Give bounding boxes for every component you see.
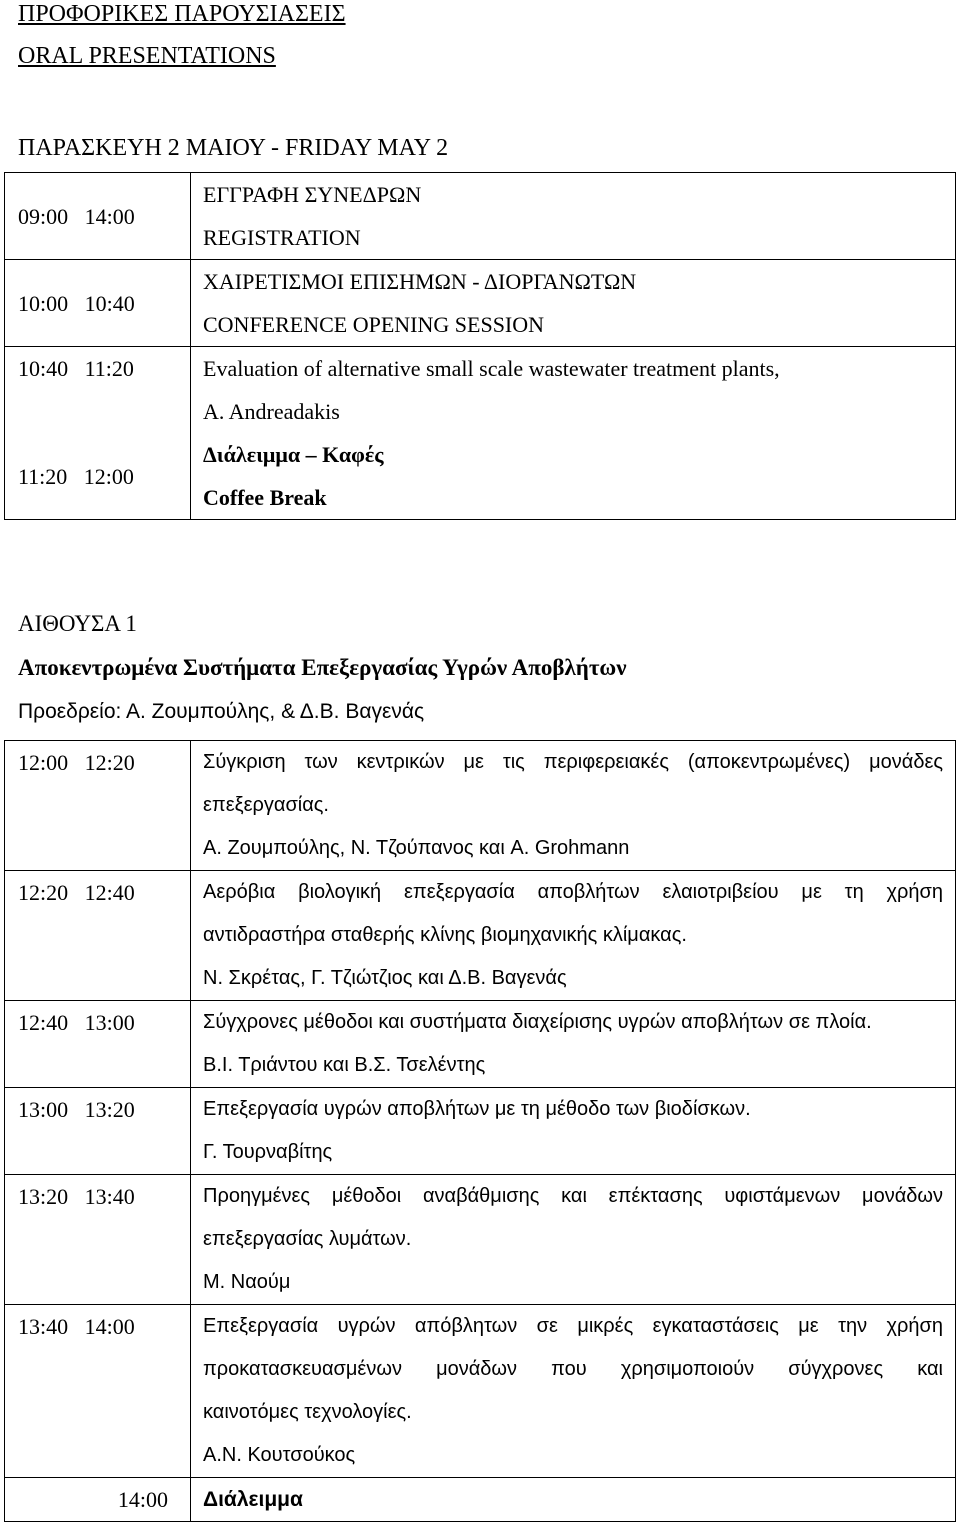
time-cell: [5, 1478, 191, 1522]
talk-title-line: Επεξεργασία υγρών απόβλητων σε μικρές εγκαταστάσεις με την χρήση: [203, 1315, 943, 1337]
time-text: 12:40 13:00: [18, 1010, 135, 1035]
event-line: CONFERENCE OPENING SESSION: [203, 312, 545, 337]
time-cell: [5, 871, 191, 1001]
talk-cell: [191, 871, 956, 1001]
talk-title-line: αντιδραστήρα σταθερής κλίνης βιομηχανικής κλίμακας.: [203, 924, 687, 946]
talk-authors: Β.Ι. Τριάντου και Β.Σ. Τσελέντης: [203, 1054, 486, 1076]
event-line: A. Andreadakis: [203, 399, 340, 424]
talk-cell: [191, 1088, 956, 1175]
morning-schedule-table: [4, 172, 956, 520]
talk-title-line: Επεξεργασία υγρών αποβλήτων με τη μέθοδο των βιοδίσκων.: [203, 1098, 751, 1120]
table-row: [5, 433, 956, 520]
table-row: [5, 347, 956, 434]
event-line: REGISTRATION: [203, 225, 361, 250]
talk-title-line: Σύγχρονες μέθοδοι και συστήματα διαχείρισης υγρών αποβλήτων σε πλοία.: [203, 1011, 872, 1033]
event-cell: [191, 433, 956, 520]
room-name: ΑΙΘΟΥΣΑ 1: [18, 611, 137, 636]
title-english: ORAL PRESENTATIONS: [18, 43, 276, 69]
event-line: Evaluation of alternative small scale wastewater treatment plants,: [203, 356, 780, 381]
event-line: ΕΓΓΡΑΦΗ ΣΥΝΕΔΡΩΝ: [203, 182, 422, 207]
time-text: 13:40 14:00: [18, 1314, 135, 1339]
talk-authors: Γ. Τουρναβίτης: [203, 1141, 333, 1163]
time-cell: [5, 173, 191, 260]
time-cell: [5, 1088, 191, 1175]
table-row: [5, 1001, 956, 1088]
talk-title-line: επεξεργασίας λυμάτων.: [203, 1228, 412, 1250]
time-text: 10:00 10:40: [18, 290, 135, 316]
time-text: 13:20 13:40: [18, 1184, 135, 1209]
talk-authors: Ν. Σκρέτας, Γ. Τζιώτζιος και Δ.Β. Βαγενάς: [203, 967, 567, 989]
talk-title-line: Αερόβια βιολογική επεξεργασία αποβλήτων ελαιοτριβείου με τη χρήση: [203, 881, 943, 903]
event-cell: [191, 347, 956, 434]
talk-title-line: Σύγκριση των κεντρικών με τις περιφερειακές (αποκεντρωμένες) μονάδες: [203, 751, 943, 773]
day-heading: ΠΑΡΑΣΚΕΥΗ 2 ΜΑΙΟΥ - FRIDAY MAY 2: [18, 135, 449, 161]
session-schedule-table: [4, 740, 956, 1522]
event-cell: [191, 260, 956, 347]
event-line: Coffee Break: [203, 485, 327, 510]
talk-authors: Α.Ν. Κουτσούκος: [203, 1444, 356, 1466]
event-line: ΧΑΙΡΕΤΙΣΜΟΙ ΕΠΙΣΗΜΩΝ - ΔΙΟΡΓΑΝΩΤΩΝ: [203, 269, 637, 294]
table-row: [5, 260, 956, 347]
time-cell: [5, 1001, 191, 1088]
table-row: [5, 1478, 956, 1522]
talk-cell: [191, 1001, 956, 1088]
time-text: 11:20 12:00: [18, 463, 134, 489]
session-topic: Αποκεντρωμένα Συστήματα Επεξεργασίας Υγρών Αποβλήτων: [18, 655, 627, 680]
break-label: Διάλειμμα: [203, 1488, 303, 1511]
table-row: [5, 1088, 956, 1175]
session-chairs: Προεδρείο: Α. Ζουμπούλης, & Δ.Β. Βαγενάς: [18, 700, 425, 723]
table-row: [5, 173, 956, 260]
time-text: 12:00 12:20: [18, 750, 135, 775]
table-row: [5, 871, 956, 1001]
talk-authors: Μ. Ναούμ: [203, 1271, 291, 1293]
time-cell: [5, 347, 191, 434]
talk-cell: [191, 741, 956, 871]
title-greek: ΠΡΟΦΟΡΙΚΕΣ ΠΑΡΟΥΣΙΑΣΕΙΣ: [18, 1, 346, 27]
time-text: 10:40 11:20: [18, 356, 134, 381]
time-cell: [5, 260, 191, 347]
time-text: 13:00 13:20: [18, 1097, 135, 1122]
talk-title-line: επεξεργασίας.: [203, 794, 329, 816]
time-text: 09:00 14:00: [18, 203, 135, 229]
time-cell: [5, 1305, 191, 1478]
table-row: [5, 741, 956, 871]
time-cell: [5, 433, 191, 520]
time-text: 14:00: [117, 1487, 168, 1512]
talk-cell: [191, 1175, 956, 1305]
time-cell: [5, 1175, 191, 1305]
table-row: [5, 1175, 956, 1305]
talk-cell: [191, 1305, 956, 1478]
table-row: [5, 1305, 956, 1478]
break-cell: [191, 1478, 956, 1522]
talk-title-line: Προηγμένες μέθοδοι αναβάθμισης και επέκτασης υφιστάμενων μονάδων: [203, 1185, 943, 1207]
time-cell: [5, 741, 191, 871]
time-text: 12:20 12:40: [18, 880, 135, 905]
talk-authors: Α. Ζουμπούλης, Ν. Τζούπανος και A. Grohmann: [203, 837, 630, 859]
event-cell: [191, 173, 956, 260]
talk-title-line: καινοτόμες τεχνολογίες.: [203, 1401, 412, 1423]
event-line: Διάλειμμα – Καφές: [203, 442, 384, 467]
talk-title-line: προκατασκευασμένων μονάδων που χρησιμοποιούν σύγχρονες και: [203, 1358, 943, 1380]
